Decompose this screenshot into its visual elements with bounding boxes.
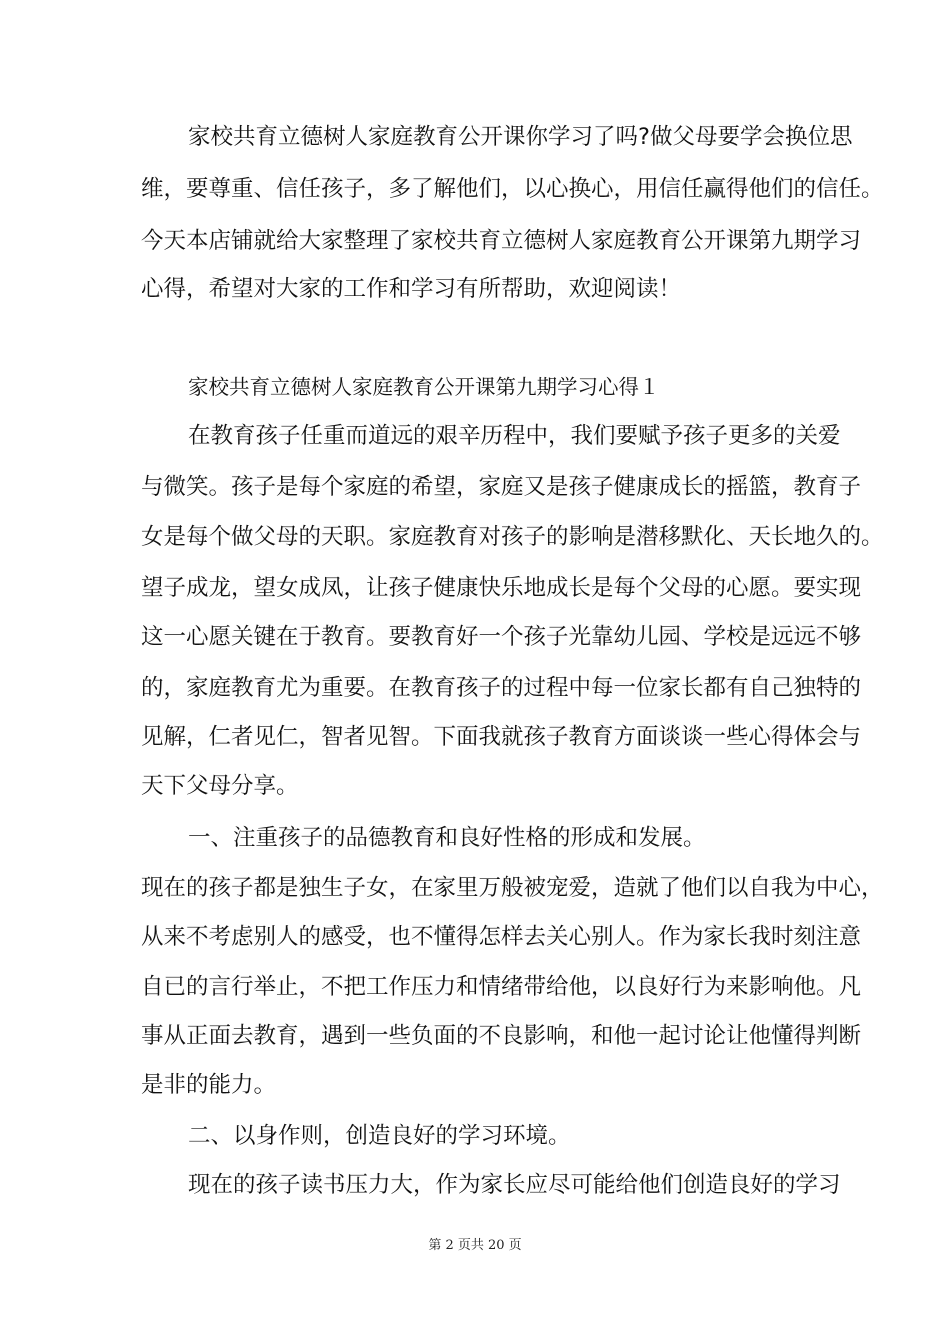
text-line: 望子成龙，望女成凤，让孩子健康快乐地成长是每个父母的心愿。要实现	[141, 575, 862, 601]
text-line: 天下父母分享。	[141, 773, 299, 799]
subheading: 一、注重孩子的品德教育和良好性格的形成和发展。	[188, 825, 706, 851]
text-line: 的，家庭教育尤为重要。在教育孩子的过程中每一位家长都有自己独特的	[141, 675, 862, 701]
text-line: 从来不考虑别人的感受，也不懂得怎样去关心别人。作为家长我时刻注意	[141, 924, 862, 950]
text-line: 家校共育立德树人家庭教育公开课你学习了吗?做父母要学会换位思	[188, 124, 853, 150]
text-line: 今天本店铺就给大家整理了家校共育立德树人家庭教育公开课第九期学习	[141, 228, 862, 254]
text-line: 心得，希望对大家的工作和学习有所帮助，欢迎阅读！	[141, 276, 682, 302]
text-line: 与微笑。孩子是每个家庭的希望，家庭又是孩子健康成长的摇篮，教育子	[141, 474, 862, 500]
text-line: 见解，仁者见仁，智者见智。下面我就孩子教育方面谈谈一些心得体会与	[141, 724, 862, 750]
text-line: 是非的能力。	[141, 1072, 277, 1098]
page-footer: 第 2 页共 20 页	[428, 1238, 522, 1253]
section-heading: 家校共育立德树人家庭教育公开课第九期学习心得１	[188, 375, 660, 399]
text-line: 事从正面去教育，遇到一些负面的不良影响，和他一起讨论让他懂得判断	[141, 1023, 862, 1049]
text-line: 女是每个做父母的天职。家庭教育对孩子的影响是潜移默化、天长地久的。	[141, 524, 884, 550]
text-line: 维，要尊重、信任孩子，多了解他们，以心换心，用信任赢得他们的信任。	[141, 176, 884, 202]
text-line: 现在的孩子读书压力大，作为家长应尽可能给他们创造良好的学习	[188, 1172, 841, 1198]
text-line: 自已的言行举止，不把工作压力和情绪带给他，以良好行为来影响他。凡	[141, 974, 862, 1000]
subheading: 二、以身作则，创造良好的学习环境。	[188, 1123, 571, 1149]
text-line: 现在的孩子都是独生子女，在家里万般被宠爱，造就了他们以自我为中心，	[141, 875, 884, 901]
text-line: 这一心愿关键在于教育。要教育好一个孩子光靠幼儿园、学校是远远不够	[141, 624, 862, 650]
text-line: 在教育孩子任重而道远的艰辛历程中，我们要赋予孩子更多的关爱	[188, 423, 841, 449]
